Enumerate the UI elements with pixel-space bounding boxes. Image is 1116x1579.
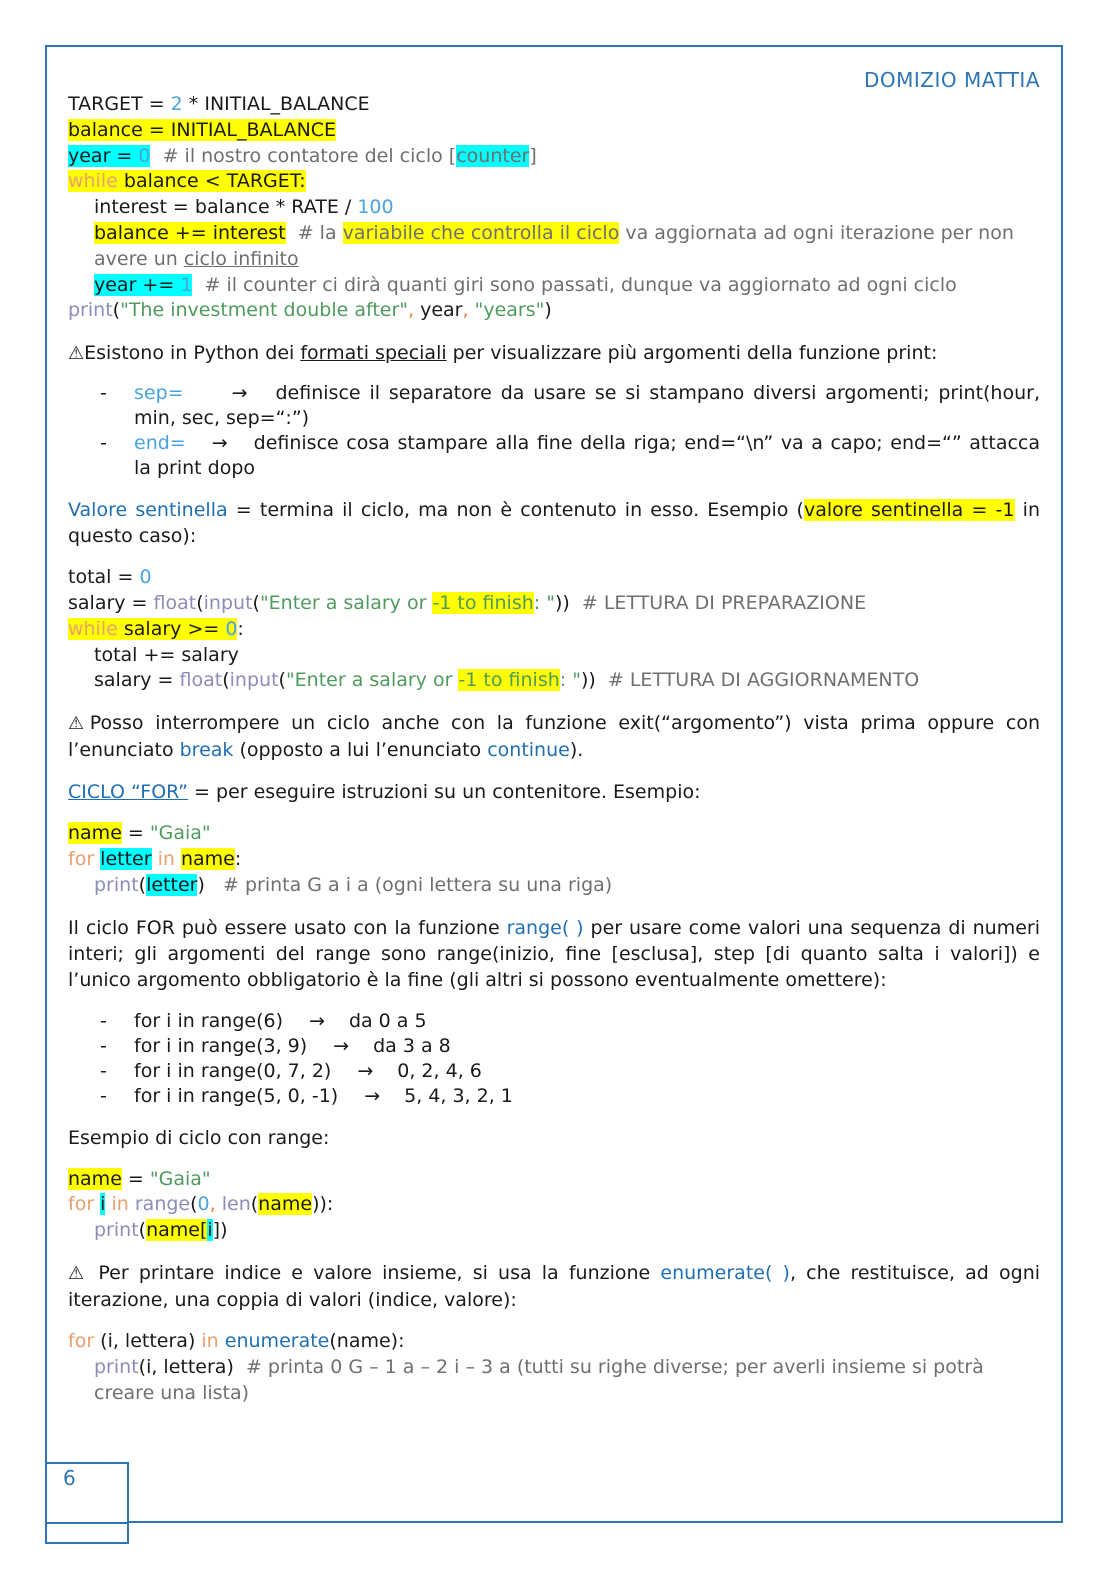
code-line: year = 0 # il nostro contatore del ciclo [counter] [68,144,537,167]
range-example-title: Esempio di ciclo con range: [68,1126,330,1149]
code-line: salary = float(input("Enter a salary or -1 to finish: ")) # LETTURA DI AGGIORNAMENTO [94,669,920,692]
note-formati-speciali: ⚠Esistono in Python dei formati speciali per visualizzare più argomenti della funzione print: [68,342,938,365]
code-line: print(name[i]) [94,1219,228,1242]
code-line: total = 0 [68,566,152,589]
code-line: name = "Gaia" [68,1167,211,1190]
warning-icon: ⚠ [68,343,85,365]
code-block-while-balance [68,92,1040,324]
code-block-for-range [68,1167,1040,1244]
sentinel-paragraph: Valore sentinella = termina il ciclo, ma non è contenuto in esso. Esempio (valore sentinella = -1 in questo caso): [68,499,1040,548]
code-line: while balance < TARGET: [68,170,306,193]
code-line: for (i, lettera) in enumerate(name): [68,1329,405,1352]
page-number: 6 [63,1466,76,1490]
note-enumerate: ⚠ Per printare indice e valore insieme, si usa la funzione enumerate( ), che restituisce, ad ogni iterazione, una coppia di valori (indice, valore): [68,1261,1041,1311]
for-intro: CICLO “FOR” = per eseguire istruzioni su un contenitore. Esempio: [68,781,701,804]
page-content [68,92,1040,1406]
list-item: - for i in range(6) → da 0 a 5 [134,1009,1040,1034]
code-line: print(letter) # printa G a i a (ogni lettera su una riga) [94,873,613,896]
note-break-continue: ⚠Posso interrompere un ciclo anche con la funzione exit(“argomento”) vista prima oppure con l’enunciato break (opposto a lui l’enunciato continue). [68,712,1040,762]
code-line: interest = balance * RATE / 100 [94,196,394,219]
range-examples-list [68,1009,1040,1109]
page-number-divider [47,1522,127,1524]
warning-icon: ⚠ [68,1262,89,1284]
author-header: DOMIZIO MATTIA [863,68,1040,92]
list-item: - for i in range(3, 9) → da 3 a 8 [134,1034,1040,1059]
code-line: TARGET = 2 * INITIAL_BALANCE [68,93,370,115]
code-block-enumerate [68,1329,1040,1406]
code-line: salary = float(input("Enter a salary or -1 to finish: ")) # LETTURA DI PREPARAZIONE [68,591,867,614]
print-format-list [68,381,1040,481]
code-line: balance = INITIAL_BALANCE [68,118,337,141]
code-line: print("The investment double after", year, "years") [68,299,552,322]
list-item: - for i in range(5, 0, -1) → 5, 4, 3, 2, 1 [134,1084,1040,1109]
warning-icon: ⚠ [68,713,90,735]
list-item: - sep= → definisce il separatore da usare se si stampano diversi argomenti; print(hour, min, sec, sep=“:”) [134,381,1040,431]
list-item: - for i in range(0, 7, 2) → 0, 2, 4, 6 [134,1059,1040,1084]
code-line: balance += interest # la variabile che controlla il ciclo va aggiornata ad ogni iterazione per non avere un ciclo infinito [94,221,1014,270]
page-number-box [45,1462,129,1544]
code-line: for i in range(0, len(name)): [68,1193,334,1216]
code-line: total += salary [94,643,239,666]
code-line: year += 1 # il counter ci dirà quanti giri sono passati, dunque va aggiornato ad ogni ciclo [94,273,957,296]
range-paragraph: Il ciclo FOR può essere usato con la funzione range( ) per usare come valori una sequenza di numeri interi; gli argomenti del range sono range(inizio, fine [esclusa], step [di quanto salta i valori]) e l’unico argomento obbligatorio è la fine (gli altri si possono eventualmente omettere): [68,916,1040,991]
code-line: name = "Gaia" [68,822,211,845]
code-block-for-letter [68,821,1040,898]
code-line: for letter in name: [68,847,242,870]
code-line: print(i, lettera) # printa 0 G – 1 a – 2 i – 3 a (tutti su righe diverse; per averli insieme si potrà creare una lista) [94,1355,984,1404]
list-item: - end= → definisce cosa stampare alla fine della riga; end=“\n” va a capo; end=“” attacca la print dopo [134,431,1040,481]
code-line: while salary >= 0: [68,617,244,640]
code-block-salary [68,565,1040,694]
